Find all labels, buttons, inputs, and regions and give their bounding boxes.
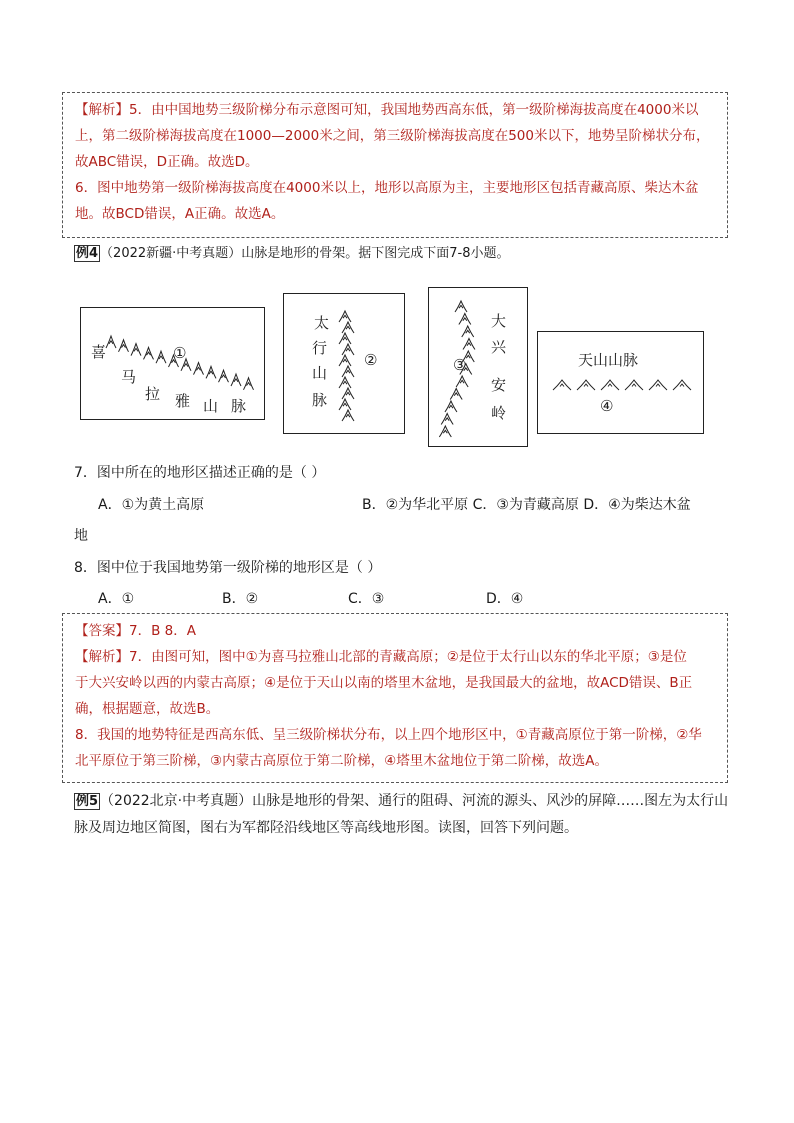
map-4-number: ④ [600,397,614,415]
mountain-peak [342,344,354,355]
mountain-peak [456,376,468,387]
map-tianshan [537,331,704,434]
q8-option-d: D．④ [486,591,524,607]
mountain-peak-detail [584,384,588,387]
mountain-peak-detail [222,375,226,378]
mountain-peak-detail [454,393,458,396]
mountain-peak [625,380,643,390]
example-4-header [74,243,510,265]
map-taihang [283,293,405,434]
example-4-text: 山脉是地形的骨架。据下图完成下面7-8小题。 [241,246,510,261]
map-3-char-1: 大 [491,312,507,330]
taihang-mountain-icon [284,294,406,435]
map-1-char-6: 脉 [231,397,247,415]
mountain-peak-detail [343,403,347,406]
map-2-char-3: 山 [312,364,328,382]
mountain-peak [445,401,457,412]
map-himalaya [80,307,265,420]
mountain-peak [601,380,619,390]
q7-option-a: A．①为黄土高原 [98,497,205,513]
map-3-number: ③ [453,356,467,374]
mountain-peak [206,366,216,378]
mountain-peak [450,389,462,400]
mountain-peak-detail [608,384,612,387]
analysis-line-5: 地。故BCD错误，A正确。故选A。 [75,206,285,222]
mountain-peak [339,355,351,366]
mountain-peak-detail [346,414,350,417]
analysis-2-line-5: 北平原位于第三阶梯，③内蒙古高原位于第二阶梯，④塔里木盆地位于第二阶梯，故选A。 [75,753,608,769]
mountain-peak-detail [247,383,251,386]
analysis-2-line-2: 于大兴安岭以西的内蒙古高原；④是位于天山以南的塔里木盆地，是我国最大的盆地，故ACD错误、B正 [75,675,693,691]
analysis-line-2: 上，第二级阶梯海拔高度在1000—2000米之间，第三级阶梯海拔高度在500米以下，地势呈阶梯状分布， [75,128,710,144]
q8-stem: 8．图中位于我国地势第一级阶梯的地形区是（ ） [74,560,382,576]
analysis-2-line-4: 8．我国的地势特征是西高东低、呈三级阶梯状分布，以上四个地形区中，①青藏高原位于第一阶梯，②华 [75,727,702,743]
answer-text: 7．B 8．A [129,623,196,639]
map-3-char-2: 兴 [491,338,507,356]
mountain-peak [342,388,354,399]
mountain-peak-detail [159,356,163,359]
analysis-2-line-3: 确，根据题意，故选B。 [75,701,220,717]
mountain-peak [455,301,467,312]
mountain-peak [439,426,451,437]
mountain-peak [339,399,351,410]
mountain-peak [244,378,254,390]
answer-tag: 【答案】 [75,623,129,639]
example-5-text: 山脉是地形的骨架、通行的阻碍、河流的源头、风沙的屏障……图左为太行山 [252,793,729,809]
mountain-peak [673,380,691,390]
mountain-peak-detail [134,348,138,351]
mountain-peak [577,380,595,390]
q8-option-a: A．① [98,591,135,607]
mountain-peak [441,414,453,425]
answer-line [75,618,715,644]
mountain-peak [219,370,229,382]
mountain-peak [342,322,354,333]
mountain-peak-detail [460,380,464,383]
map-1-char-3: 拉 [145,385,161,403]
mountain-peak [231,374,241,386]
mountain-peak-detail [197,367,201,370]
mountain-peak-detail [147,352,151,355]
mountain-peak-detail [346,392,350,395]
mountain-peak-detail [466,330,470,333]
mountain-peak-detail [346,326,350,329]
mountain-peak-detail [109,341,113,344]
analysis-box-2 [62,613,728,783]
mountain-peak [131,344,141,356]
mountain-peak [339,377,351,388]
example-5-source: （2022北京·中考真题） [100,793,253,809]
mountain-peak [462,326,474,337]
q7-continuation: 地 [74,528,88,544]
mountain-peak-detail [680,384,684,387]
q7-options-bcd: B．②为华北平原 C．③为青藏高原 D．④为柴达木盆 [362,497,691,513]
mountain-peak-detail [346,348,350,351]
map-2-char-2: 行 [312,339,328,357]
analysis-line-4: 6．图中地势第一级阶梯海拔高度在4000米以上，地形以高原为主，主要地形区包括青藏高原、柴达木盆 [75,180,699,196]
mountain-peak-detail [343,315,347,318]
mountain-peak [553,380,571,390]
analysis-tag: 【解析】 [75,102,129,118]
example-4-tag: 例4 [76,246,99,261]
mountain-peak-detail [560,384,564,387]
map-4-label: 天山山脉 [578,351,639,369]
mountain-peak [339,333,351,344]
analysis-2-line-1: 【解析】7．由图可知，图中①为喜马拉雅山北部的青藏高原；②是位于太行山以东的华北平原；③是位 [75,649,687,665]
analysis-box-1 [62,92,728,238]
mountain-peak-detail [466,355,470,358]
mountain-peak-detail [632,384,636,387]
mountain-peak-detail [234,379,238,382]
map-2-char-4: 脉 [312,391,328,409]
map-1-char-5: 山 [203,397,219,415]
q7-stem: 7．图中所在的地形区描述正确的是（ ） [74,465,326,481]
mountain-peak-detail [656,384,660,387]
mountain-peak [463,339,475,350]
mountain-peak-detail [343,381,347,384]
map-1-char-2: 马 [121,368,137,386]
analysis-2-tag: 【解析】 [75,649,129,665]
mountain-peak-detail [343,337,347,340]
mountain-peak-detail [443,430,447,433]
mountain-peak [119,340,129,352]
mountain-peak-detail [209,371,213,374]
mountain-peak [106,336,116,348]
mountain-peak-detail [459,305,463,308]
khingan-mountain-icon [429,288,529,448]
mountain-peak [342,410,354,421]
example-5-tag: 例5 [76,794,99,809]
mountain-peak [194,363,204,375]
q8-option-c: C．③ [348,591,385,607]
q8-option-b: B．② [222,591,259,607]
mountain-peak-detail [184,364,188,367]
map-1-number: ① [173,344,187,362]
example-5-line-2: 脉及周边地区简图，图右为军都陉沿线地区等高线地形图。读图，回答下列问题。 [74,820,578,836]
map-3-char-4: 岭 [491,404,507,422]
mountain-peak [649,380,667,390]
mountain-peak-detail [467,343,471,346]
map-1-char-1: 喜 [91,343,107,361]
mountain-peak [144,347,154,359]
map-1-char-4: 雅 [175,392,191,410]
mountain-peak-detail [463,318,467,321]
analysis-line-3: 故ABC错误，D正确。故选D。 [75,154,259,170]
mountain-peak [339,311,351,322]
mountain-peak [156,351,166,363]
mountain-peak [459,314,471,325]
map-2-number: ② [364,351,378,369]
example-5-line-1 [74,788,728,815]
analysis-line-1: 【解析】5．由中国地势三级阶梯分布示意图可知，我国地势西高东低，第一级阶梯海拔高度在4000米以 [75,102,699,118]
map-greater-khingan [428,287,528,447]
tianshan-mountain-icon [538,332,705,435]
mountain-peak-detail [346,370,350,373]
mountain-peak [342,366,354,377]
mountain-peak-detail [445,418,449,421]
mountain-peak-detail [343,359,347,362]
mountain-peak-detail [449,405,453,408]
map-2-char-1: 太 [314,314,330,332]
example-4-source: （2022新疆·中考真题） [100,246,242,261]
mountain-peak-detail [122,345,126,348]
map-3-char-3: 安 [491,376,507,394]
